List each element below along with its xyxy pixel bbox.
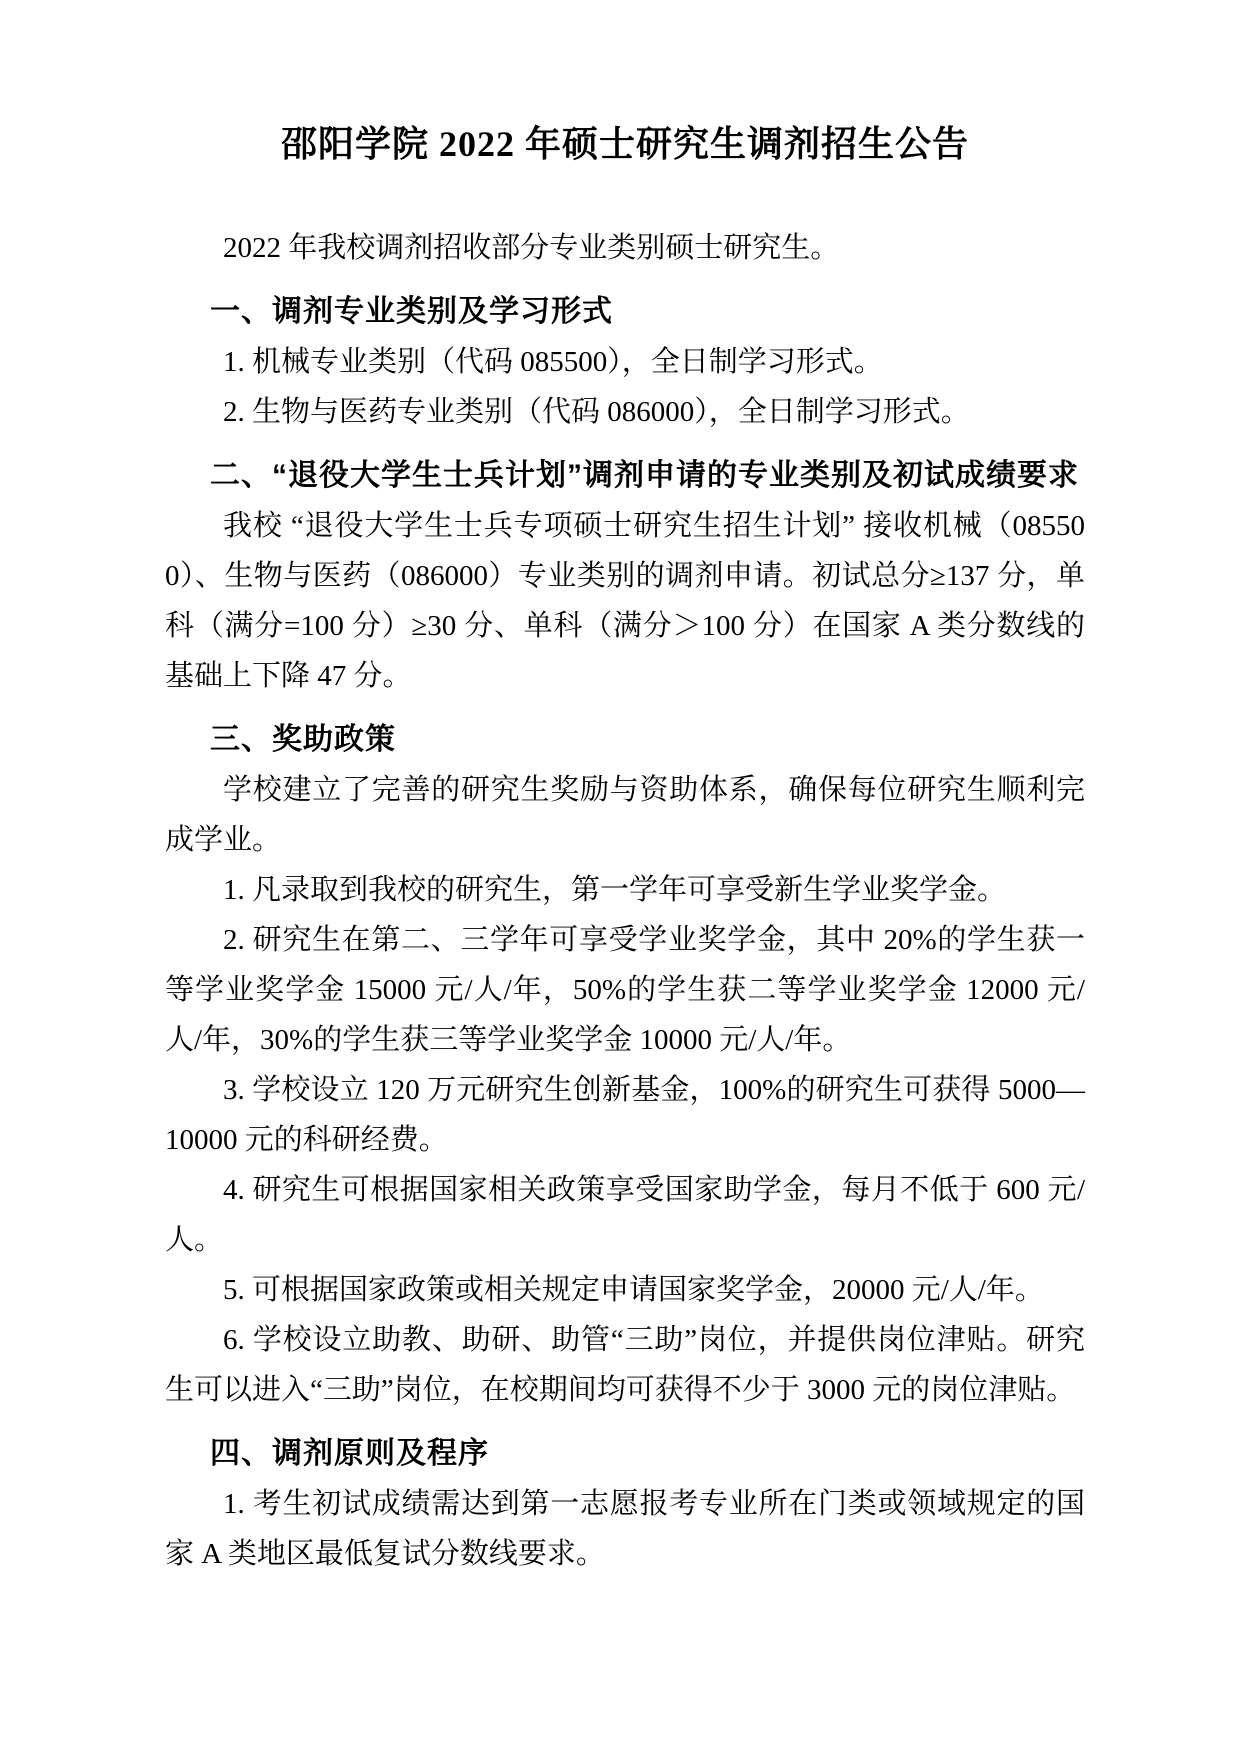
section-heading-4: 四、调剂原则及程序 xyxy=(210,1437,489,1470)
document-title: 邵阳学院 2022 年硕士研究生调剂招生公告 xyxy=(280,124,969,164)
section-3-intro: 学校建立了完善的研究生奖励与资助体系，确保每位研究生顺利完成学业。 xyxy=(165,774,1085,856)
section-3-item-5: 5. 可根据国家政策或相关规定申请国家奖学金，20000 元/人/年。 xyxy=(223,1274,1044,1306)
section-2-paragraph: 我校 “退役大学生士兵专项硕士研究生招生计划” 接收机械（085500）、生物与医药（086000）专业类别的调剂申请。初试总分≥137 分，单科（满分=100 分）≥30 分、单科（满分＞100 分）在国家 A 类分数线的基础上下降 47 分。 xyxy=(165,510,1085,692)
section-3-item-6: 6. 学校设立助教、助研、助管“三助”岗位，并提供岗位津贴。研究生可以进入“三助”岗位，在校期间均可获得不少于 3000 元的岗位津贴。 xyxy=(165,1324,1085,1406)
intro-paragraph: 2022 年我校调剂招收部分专业类别硕士研究生。 xyxy=(223,232,840,264)
section-3-item-3: 3. 学校设立 120 万元研究生创新基金，100%的研究生可获得 5000—10000 元的科研经费。 xyxy=(165,1074,1085,1156)
section-heading-1: 一、调剂专业类别及学习形式 xyxy=(210,295,613,328)
section-3-item-1: 1. 凡录取到我校的研究生，第一学年可享受新生学业奖学金。 xyxy=(223,874,1007,906)
section-1-item-2: 2. 生物与医药专业类别（代码 086000），全日制学习形式。 xyxy=(223,396,970,428)
section-heading-3: 三、奖助政策 xyxy=(210,723,396,756)
section-heading-2: 二、“退役大学生士兵计划”调剂申请的专业类别及初试成绩要求 xyxy=(210,459,1079,492)
section-1-item-1: 1. 机械专业类别（代码 085500），全日制学习形式。 xyxy=(223,346,883,378)
section-4-item-1: 1. 考生初试成绩需达到第一志愿报考专业所在门类或领域规定的国家 A 类地区最低复试分数线要求。 xyxy=(165,1488,1085,1570)
section-3-item-2: 2. 研究生在第二、三学年可享受学业奖学金，其中 20%的学生获一等学业奖学金 15000 元/人/年，50%的学生获二等学业奖学金 12000 元/人/年，30%的学生获三等学业奖学金 10000 元/人/年。 xyxy=(165,924,1085,1056)
section-3-item-4: 4. 研究生可根据国家相关政策享受国家助学金，每月不低于 600 元/人。 xyxy=(165,1174,1085,1256)
